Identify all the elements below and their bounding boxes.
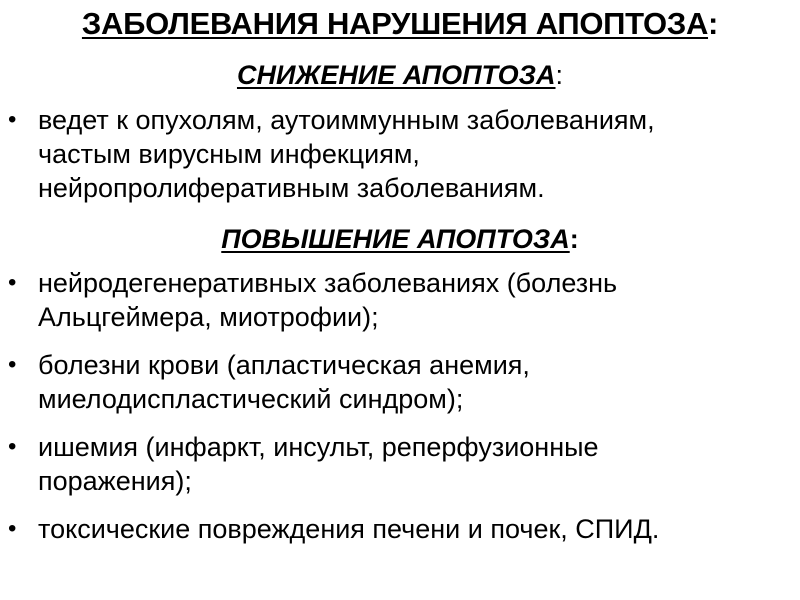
list-item-text: ведет к опухолям, аутоиммунным заболеваниям, частым вирусным инфекциям, нейропролиферативным заболеваниям. bbox=[38, 105, 655, 203]
list-item-text: ишемия (инфаркт, инсульт, реперфузионные поражения); bbox=[38, 432, 599, 496]
bullet-icon: • bbox=[8, 351, 17, 378]
list-item bbox=[0, 348, 780, 416]
list-item-text: токсические повреждения печени и почек, СПИД. bbox=[38, 514, 660, 544]
list-item bbox=[0, 266, 780, 334]
bullet-icon: • bbox=[8, 515, 17, 542]
increase-bullet-list bbox=[0, 266, 780, 560]
section-heading-decrease bbox=[0, 58, 800, 92]
section-heading-decrease-colon: : bbox=[555, 60, 564, 90]
section-heading-increase-colon: : bbox=[569, 224, 579, 254]
list-item-text: болезни крови (апластическая анемия, миелодиспластический синдром); bbox=[38, 350, 530, 414]
slide-title-text: ЗАБОЛЕВАНИЯ НАРУШЕНИЯ АПОПТОЗА bbox=[81, 6, 709, 41]
list-item bbox=[0, 430, 780, 498]
section-heading-increase bbox=[0, 222, 800, 256]
slide-title bbox=[0, 4, 800, 44]
section-heading-decrease-text: СНИЖЕНИЕ АПОПТОЗА bbox=[236, 60, 556, 90]
list-item bbox=[0, 512, 780, 546]
list-item bbox=[0, 103, 780, 205]
list-item-text: нейродегенеративных заболеваниях (болезнь Альцгеймера, миотрофии); bbox=[38, 268, 618, 332]
slide-title-colon: : bbox=[708, 6, 719, 41]
bullet-icon: • bbox=[8, 269, 17, 296]
decrease-bullet-list bbox=[0, 103, 780, 219]
bullet-icon: • bbox=[8, 106, 17, 133]
bullet-icon: • bbox=[8, 433, 17, 460]
section-heading-increase-text: ПОВЫШЕНИЕ АПОПТОЗА bbox=[221, 224, 570, 254]
